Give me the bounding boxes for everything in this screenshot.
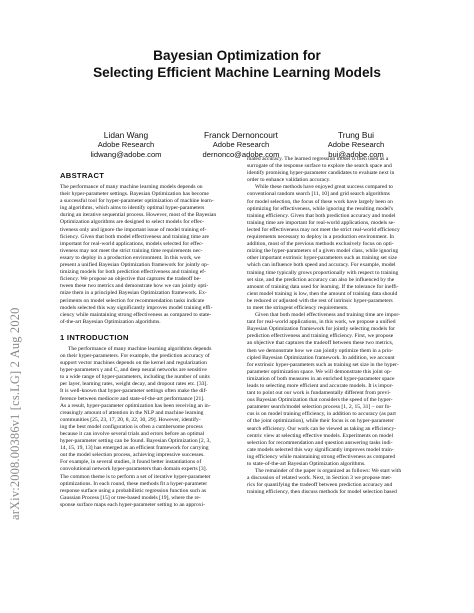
text-line: addition, most of the previous methods exclusively focus on opti- [247, 241, 394, 248]
title-line-1: Bayesian Optimization for [153, 48, 321, 63]
text-line: requirements necessary to deploy in a production environment. In [247, 234, 395, 241]
left-column [60, 171, 240, 509]
text-line: periments on model selection for recommendation tasks indicate [60, 297, 205, 304]
arxiv-identifier: arXiv:2008.00386v1 [cs.LG] 2 Aug 2020 [8, 307, 22, 520]
text-line: present a unified Bayesian Optimization framework for jointly op- [60, 262, 209, 269]
text-line: search efficiency. Our work can be viewed as taking an efficiency- [247, 425, 396, 432]
text-line: As a result, hyper-parameter optimization has been receiving an in- [60, 402, 211, 409]
text-line: cate models selected this way significantly improves model train- [247, 446, 394, 453]
text-line: amount of training data used for learning. If the tolerance for ineffi- [247, 283, 399, 290]
text-line: The performance of many machine learning models depends on [60, 184, 203, 190]
text-line: parameter search/model selection process [1, 2, 15, 31] – our fo- [247, 404, 392, 411]
author-affiliation: Adobe Research [327, 140, 385, 150]
text-line: essary to deploy in a production environment. In this work, we [60, 254, 201, 261]
text-line: models selected this way significantly improves model training effi- [60, 304, 213, 311]
text-line: tiveness only and ignore the important issue of model training ef- [60, 226, 207, 233]
text-line: an objective that captures the tradeoff between these two metrics, [247, 340, 394, 347]
text-line: leads to selecting more efficient and accurate models. It is impor- [247, 383, 394, 389]
text-line: communities [25, 23, 17, 20, 8, 22, 30, 29]. However, identify- [60, 416, 201, 423]
text-line: training time are important for real-world applications, models se- [247, 219, 396, 226]
text-line: Given that both model effectiveness and training time are impor- [255, 312, 401, 319]
text-line: The performance of many machine learning algorithms depends [68, 345, 212, 352]
text-line: hyper-parameter setting can be found. Bayesian Optimization [2, 3, [60, 438, 211, 445]
text-line: surrogate of the response surface to explore the search space and [247, 163, 392, 170]
author-email: dernonco@adobe.com [202, 149, 280, 159]
text-line: convolutional network hyper-parameters than domain experts [3]. [60, 466, 207, 473]
text-line: creasingly amount of attention in the NLP and machine learning [60, 409, 204, 416]
author-affiliation: Adobe Research [212, 140, 270, 150]
author-name: Trung Bui [338, 130, 374, 140]
text-line: selection for recommendation and question answering tasks indi- [247, 439, 393, 446]
text-line: order to enhance validation accuracy. [247, 177, 331, 184]
text-line: mated accuracy. The learned regression model is then used as a [247, 156, 389, 162]
abstract-heading: ABSTRACT [60, 171, 105, 180]
text-line: tant to point out our work is fundamentally different from previ- [247, 390, 391, 397]
text-line: other important extrinsic hyper-parameters such as training set size [247, 255, 397, 262]
text-line: optimizing for effectiveness, while ignoring the resulting model's [247, 205, 394, 212]
text-line: training efficiency. Given that both prediction accuracy and model [247, 212, 396, 219]
text-line: important for real-world applications, models selected for effec- [60, 240, 204, 247]
text-line: 14, 15, 19, 13] has emerged as an efficient framework for carrying [60, 445, 209, 452]
text-line: be reduced or adjusted with the rest of intrinsic hyper-parameters [247, 297, 393, 304]
text-line: of the joint optimization), while their focus is on hyper-parameter [247, 418, 394, 425]
text-line: ciency while maintaining strong effectiveness as compared to state- [60, 311, 212, 318]
text-line: sponse surface maps each hyper-parameter setting to an approxi- [60, 501, 205, 508]
text-line: support vector machines depends on the kernel and regularization [60, 360, 207, 367]
text-line: on their hyper-parameters. For example, the prediction accuracy of [60, 352, 210, 359]
text-line: for model selection, the focus of these work have largely been on [247, 198, 393, 205]
text-line: cus is on model training efficiency, in addition to accuracy (as part [247, 411, 396, 418]
text-line: optimizations. In each round, these methods fit a hyper-parameter [60, 480, 208, 487]
text-line: ference between mediocre and state-of-the-art performance [21]. [60, 395, 205, 402]
text-line: The common theme is to perform a set of iterative hyper-parameter [60, 473, 211, 480]
text-line: Optimization algorithms are designed to select models for effec- [60, 219, 205, 226]
abstract-body [60, 184, 240, 326]
author-name: Lidan Wang [103, 130, 149, 140]
text-line: identify promising hyper-parameter candidates to evaluate next in [247, 170, 395, 177]
title-line-2: Selecting Efficient Machine Learning Models [93, 64, 381, 80]
text-line: mize them in a principled Bayesian Optimization framework. Ex- [60, 290, 207, 297]
author-name: Franck Dernoncourt [203, 130, 278, 140]
text-line: It is well-known that hyper-parameter settings often make the dif- [60, 388, 208, 395]
author-affiliation: Adobe Research [97, 140, 155, 150]
right-column [247, 156, 427, 497]
text-line: conventional random search [11, 10] and grid search algorithms [247, 191, 390, 198]
text-line: rics for quantifying the tradeoff between prediction accuracy and [247, 482, 393, 489]
text-line: response surface using a probabilistic regression function such as [60, 487, 207, 494]
text-line: For example, in several studies, it found better instantiations of [60, 459, 202, 466]
text-line: ing algorithms, which aims to identify optimal hyper-parameters [60, 205, 205, 212]
text-line: a successful tool for hyper-parameter optimization of machine learn- [60, 198, 214, 205]
text-line: set size, and the prediction accuracy can also be influenced by the [247, 276, 395, 283]
text-line: timization of both measures in an enriched hyper-parameter space [247, 375, 395, 382]
text-line: The remainder of the paper is organized as follows: We start with [255, 468, 402, 475]
text-line: for extrinsic hyper-parameters such as training set size in the hyper- [247, 361, 399, 368]
author-email: bui@adobe.com [328, 149, 384, 159]
text-line: their hyper-parameter settings. Bayesian Optimization has become [60, 191, 209, 198]
text-line: which can influence both speed and accuracy. For example, model [247, 262, 396, 269]
text-line: Gaussian Process [15] or tree-based models [19], where the re- [60, 494, 201, 501]
text-line: prediction effectiveness and training efficiency. First, we propose [247, 333, 394, 340]
introduction-body [60, 346, 240, 509]
text-line: cient model training is low, then the amount of training data should [247, 290, 398, 297]
text-line: mizing the hyper-parameters of a given model class, while ignoring [247, 248, 399, 255]
introduction-heading: 1 INTRODUCTION [60, 332, 129, 342]
paper-title [40, 48, 434, 81]
text-line: hyper-parameters γ and C, and deep neural networks are sensitive [60, 367, 207, 374]
text-line: ing efficiency while maintaining strong effectiveness as compared [247, 453, 396, 460]
text-line: parameter optimization space. We will demonstrate this joint op- [247, 368, 392, 375]
text-line: tween these two metrics and demonstrate how we can jointly opti- [60, 283, 209, 290]
text-line: training time typically grows proportionally with respect to training [247, 269, 399, 276]
text-line: timizing models for both prediction effectiveness and training ef- [60, 269, 206, 276]
text-line: ous Bayesian Optimization that considers the speed of the hyper- [247, 397, 393, 404]
text-line: to a wide range of hyper-parameters, including the number of units [60, 374, 210, 381]
text-line: tant for real-world applications, in this work, we propose a unified [247, 319, 396, 326]
text-line: training efficiency, then discuss methods for model selection based [247, 489, 397, 496]
text-line: While these methods have enjoyed great success compared to [255, 184, 393, 191]
text-line: lected for effectiveness may not meet the strict real-world efficiency [247, 226, 400, 233]
text-line: because it can involve several trials and errors before an optimal [60, 431, 205, 437]
text-line: centric view at selecting effective models. Experiments on model [247, 432, 394, 439]
text-line: to state-of-the-art Bayesian Optimization algorithms. [247, 461, 366, 468]
right-column-body [247, 156, 427, 497]
text-line: a discussion of related work. Next, in Section 3 we propose met- [247, 475, 392, 482]
text-line: ficiency. Given that both model effectiveness and training time are [60, 233, 209, 240]
text-line: ficiency. We propose an objective that captures the tradeoff be- [60, 276, 201, 283]
text-line: to meet the stringent efficiency requirements. [247, 304, 349, 311]
text-line: out the model selection process, achieving impressive successes. [60, 452, 205, 459]
text-line: of-the-art Bayesian Optimization algorithms. [60, 318, 161, 325]
text-line: per layer, learning rates, weight decay, and dropout rates etc. [33]. [60, 381, 208, 388]
text-line: during an iterative sequential process. However, most of the Bayesian [60, 212, 217, 219]
author-email: lidwang@adobe.com [90, 149, 162, 159]
text-line: ing the best model configuration is often a cumbersome process [60, 423, 203, 430]
text-line: Bayesian Optimization framework for jointly selecting models for [247, 326, 396, 333]
text-line: then we demonstrate how we can jointly optimize them in a prin- [247, 347, 393, 354]
text-line: cipled Bayesian Optimization framework. In addition, we account [247, 354, 395, 361]
text-line: tiveness may not meet the strict training time requirements nec- [60, 247, 203, 254]
author-block-3 [286, 130, 426, 159]
